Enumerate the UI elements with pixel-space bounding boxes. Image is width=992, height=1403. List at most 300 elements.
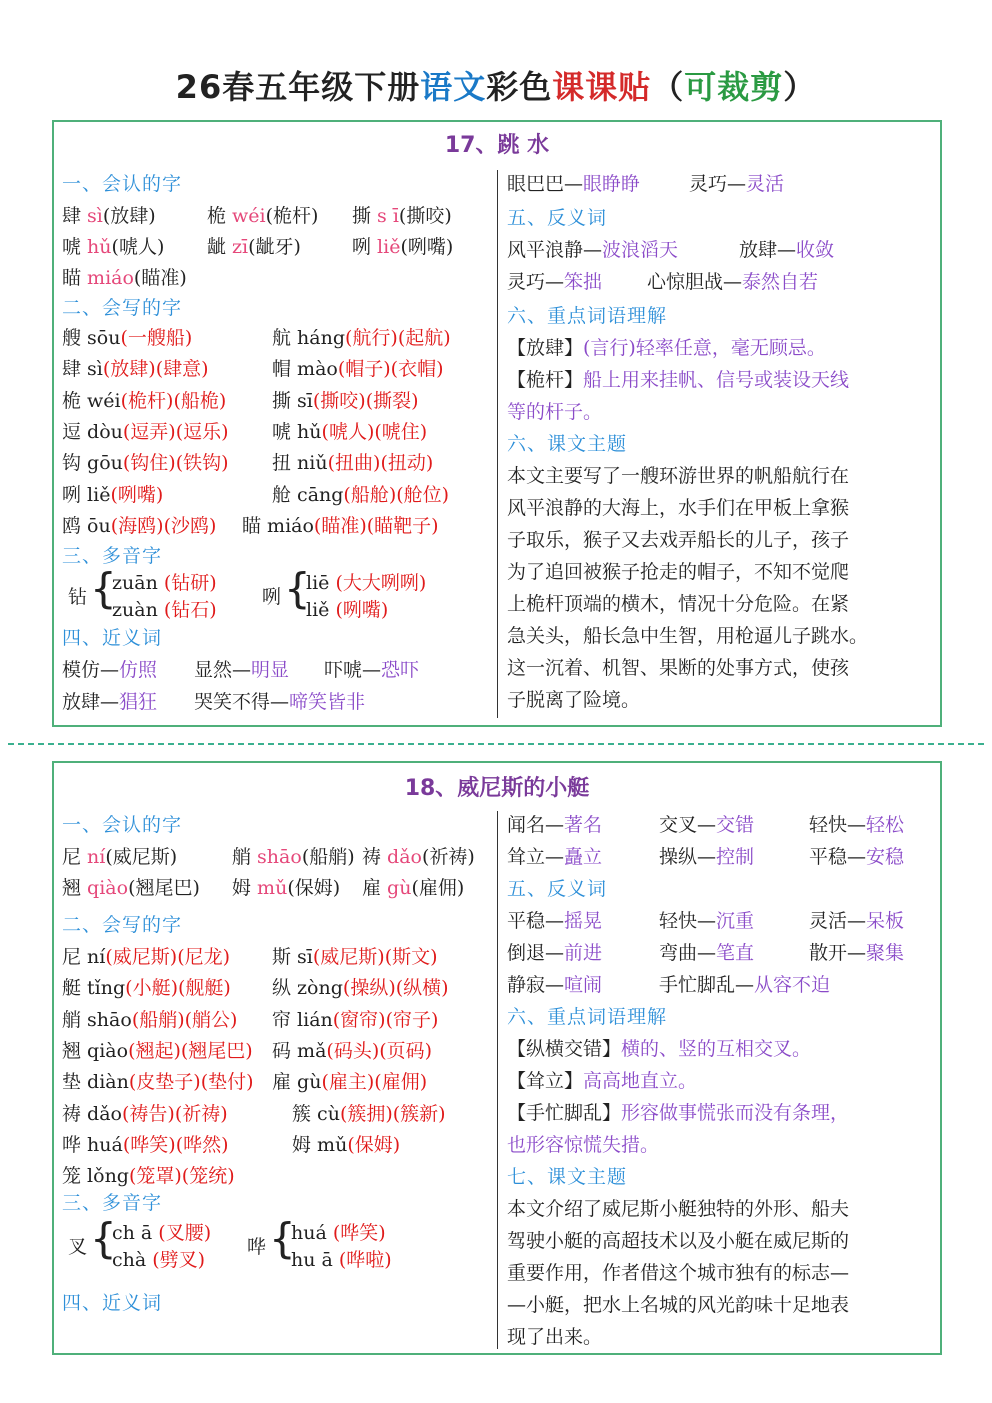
word: (瞄准): [313, 514, 367, 537]
antonym: 从容不迫: [754, 974, 831, 996]
word: (保姆): [347, 1133, 401, 1156]
word: 闻名—: [507, 814, 565, 836]
definition: 形容做事慌张而没有条理，: [621, 1102, 850, 1124]
theme-text: 现了出来。: [507, 1326, 603, 1348]
pinyin: liě: [306, 599, 336, 621]
pinyin: ch ā: [112, 1222, 159, 1244]
word: (簇新): [392, 1102, 446, 1125]
word: (哗笑): [122, 1133, 176, 1156]
column-divider: [497, 170, 498, 718]
pinyin: wéi: [232, 205, 266, 227]
word: 倒退—: [507, 942, 565, 964]
write-char: [62, 1100, 228, 1128]
antonym: 波浪滔天: [602, 239, 679, 261]
word: (斯文): [384, 946, 438, 968]
title-subject: 语文: [420, 68, 487, 106]
synonym-pair: [62, 688, 157, 716]
pinyin: gù: [297, 1071, 322, 1094]
char: 龇: [207, 236, 233, 258]
synonym: 轻松: [866, 814, 905, 836]
write-char: [62, 324, 192, 352]
synonym: 灵活: [746, 173, 785, 195]
word: (页码): [379, 1039, 433, 1062]
section-heading: 七、课文主题: [507, 1166, 628, 1188]
title-part: （: [651, 68, 685, 106]
recognize-char: [352, 202, 452, 230]
word: (翘起): [128, 1039, 181, 1062]
char: 桅: [207, 205, 233, 227]
char: 翘: [62, 1039, 88, 1062]
brace-icon: {: [284, 564, 311, 613]
char: 纵: [272, 977, 298, 1000]
word: (雇主): [321, 1071, 375, 1094]
antonym: 收敛: [796, 239, 835, 261]
word: (舰艇): [178, 977, 231, 1000]
word: (衣帽): [390, 358, 444, 381]
lesson-heading: 18、威尼斯的小艇: [404, 776, 590, 801]
char: 肆: [62, 358, 88, 381]
synonym: 著名: [564, 814, 603, 836]
char: 艘: [62, 327, 88, 349]
term-definition: [507, 1131, 659, 1159]
word: (舱位): [396, 483, 450, 506]
word: (艄公): [184, 1008, 238, 1031]
brace-icon: {: [90, 1214, 117, 1263]
synonym-pair: [507, 170, 640, 198]
word: 手忙脚乱—: [659, 974, 755, 996]
antonym: 笨拙: [564, 271, 603, 293]
pinyin: miáo: [267, 514, 314, 537]
write-char: [62, 355, 209, 383]
title-part: 26春五年级下册: [175, 68, 421, 106]
pinyin: huá: [87, 1133, 123, 1156]
word: 轻快—: [659, 910, 717, 932]
word: (哗笑): [332, 1222, 386, 1244]
char: 逗: [62, 420, 88, 443]
pinyin: ní: [87, 946, 106, 968]
title-type: 课课贴: [552, 68, 652, 106]
polyphone-reading: [291, 1246, 392, 1274]
theme-text: 子脱离了险境。: [507, 689, 641, 711]
char: 帘: [272, 1008, 298, 1031]
write-char: [272, 943, 438, 971]
example: (祈祷): [421, 846, 475, 868]
char: 哗: [62, 1133, 88, 1156]
pinyin: zòng: [297, 977, 343, 1000]
polyphone-char: 钻: [68, 586, 88, 608]
lesson-18-card: [52, 761, 942, 1355]
pinyin: sōu: [87, 327, 121, 349]
char: 翘: [62, 877, 88, 899]
lesson-17-card: [52, 120, 942, 727]
section-heading: 六、重点词语理解: [507, 305, 668, 327]
char: 码: [272, 1039, 298, 1062]
word: (笼罩): [128, 1165, 182, 1188]
definition: (言行)轻率任意，毫无顾忌。: [583, 337, 826, 359]
char: 咧: [62, 483, 88, 506]
pinyin: dǎo: [387, 846, 422, 868]
word: (沙鸥): [163, 514, 217, 537]
write-char: [292, 1131, 400, 1159]
pinyin: sì: [87, 205, 103, 227]
pinyin: háng: [297, 327, 346, 349]
char: 簇: [292, 1102, 318, 1125]
polyphone-reading: [112, 1219, 211, 1247]
example: (翘尾巴): [128, 877, 200, 899]
pinyin: sī: [297, 389, 313, 412]
title-note: 可裁剪: [684, 68, 784, 106]
pinyin: sī: [297, 946, 313, 968]
synonym: 仿照: [119, 659, 158, 681]
antonym: 聚集: [866, 942, 905, 964]
word: (威尼斯): [105, 946, 178, 968]
pinyin: lǒng: [87, 1165, 129, 1188]
word: (笼统): [181, 1165, 235, 1188]
word: (钻石): [163, 599, 217, 621]
recognize-char: [62, 233, 164, 261]
char: 咧: [352, 236, 378, 258]
theme-text: 这一沉着、机智、果断的处事方式，使孩: [507, 657, 850, 679]
brace-icon: {: [269, 1214, 296, 1263]
write-char: [272, 1006, 438, 1034]
word: 交叉—: [659, 814, 717, 836]
antonym-pair: [659, 907, 754, 935]
antonym: 前进: [564, 942, 603, 964]
antonym: 沉重: [716, 910, 755, 932]
column-divider: [497, 811, 498, 1349]
pinyin: shāo: [87, 1008, 132, 1031]
pinyin: gōu: [87, 452, 123, 475]
write-char: [272, 974, 449, 1002]
example: (瞄准): [133, 267, 187, 289]
word: (簇拥): [339, 1102, 393, 1125]
char: 雇: [362, 877, 388, 899]
page-title: [0, 62, 992, 108]
word: 平稳—: [809, 846, 867, 868]
char: 航: [272, 327, 298, 349]
char: 姆: [232, 877, 258, 899]
section-heading: 三、多音字: [62, 1192, 163, 1214]
write-char: [272, 355, 444, 383]
word: (大大咧咧): [335, 572, 427, 594]
recognize-char: [362, 843, 475, 871]
word: (逗弄): [122, 420, 176, 443]
char: 撕: [352, 205, 378, 227]
example: (咧嘴): [400, 236, 454, 258]
word: (船桅): [173, 389, 227, 412]
theme-text: 风平浪静的大海上，水手们在甲板上拿猴: [507, 497, 850, 519]
theme-text: 上桅杆顶端的横木，情况十分危险。在紧: [507, 593, 850, 615]
pinyin: s ī: [377, 205, 399, 227]
pinyin: hǔ: [87, 236, 112, 258]
pinyin: mǔ: [257, 877, 288, 899]
word: 弯曲—: [659, 942, 717, 964]
example: (唬人): [111, 236, 165, 258]
polyphone-reading: [306, 596, 388, 624]
write-char: [272, 324, 451, 352]
word: 灵活—: [809, 910, 867, 932]
word: 轻快—: [809, 814, 867, 836]
pinyin: cù: [317, 1102, 340, 1125]
word: (哗啦): [338, 1249, 392, 1271]
char: 垫: [62, 1071, 88, 1094]
write-char: [272, 1068, 427, 1096]
antonym-pair: [659, 971, 830, 999]
synonym: 矗立: [564, 846, 603, 868]
word: (叉腰): [158, 1222, 212, 1244]
word: (垫付): [200, 1071, 254, 1094]
word: 眼巴巴—: [507, 173, 584, 195]
word: (扭动): [380, 452, 434, 475]
char: 瞄: [62, 267, 88, 289]
recognize-char: [232, 874, 340, 902]
antonym-pair: [507, 236, 678, 264]
pinyin: wéi: [87, 389, 121, 412]
title-part: ）: [783, 68, 817, 106]
char: 肆: [62, 205, 88, 227]
polyphone-reading: [306, 569, 426, 597]
synonym-pair: [507, 811, 602, 839]
word: 操纵—: [659, 846, 717, 868]
write-char: [62, 1131, 229, 1159]
recognize-char: [207, 202, 318, 230]
char: 姆: [292, 1133, 318, 1156]
word: (咧嘴): [335, 599, 389, 621]
write-char: [62, 1037, 253, 1065]
word: 心惊胆战—: [647, 271, 743, 293]
write-char: [62, 974, 231, 1002]
write-char: [292, 1100, 446, 1128]
word: (皮垫子): [128, 1071, 201, 1094]
char: 钩: [62, 452, 88, 475]
pinyin: tǐng: [87, 977, 126, 1000]
word: (逗乐): [175, 420, 229, 443]
write-char: [62, 512, 216, 540]
word: (航行): [345, 327, 398, 349]
word: (祷告): [121, 1102, 175, 1125]
polyphone-reading: [112, 1246, 205, 1274]
word: (唬人): [321, 420, 375, 443]
word: (肆意): [155, 358, 209, 381]
antonym: 笔直: [716, 942, 755, 964]
example: (龇牙): [248, 236, 301, 258]
synonym-pair: [659, 811, 754, 839]
pinyin: liě: [87, 483, 111, 506]
pinyin: ōu: [87, 514, 111, 537]
title-part: 彩色: [486, 68, 553, 106]
antonym-pair: [809, 939, 904, 967]
synonym-pair: [809, 843, 904, 871]
pinyin: gù: [387, 877, 412, 899]
definition: 等的杆子。: [507, 401, 603, 423]
char: 扭: [272, 452, 298, 475]
word: (船舱): [343, 483, 397, 506]
section-heading: 二、会写的字: [62, 914, 183, 936]
word: 灵巧—: [689, 173, 747, 195]
pinyin: mǔ: [317, 1133, 348, 1156]
lesson-heading: 17、跳 水: [444, 133, 550, 158]
word: (威尼斯): [312, 946, 385, 968]
term-definition: [507, 398, 602, 426]
write-char: [272, 418, 427, 446]
pinyin: qiào: [87, 1039, 129, 1062]
char: 笼: [62, 1165, 88, 1188]
word: 风平浪静—: [507, 239, 603, 261]
section-heading: 五、反义词: [507, 878, 608, 900]
recognize-char: [362, 874, 464, 902]
char: 唬: [62, 236, 88, 258]
pinyin: liē: [306, 572, 336, 594]
pinyin: sì: [87, 358, 103, 381]
word: 放肆—: [62, 691, 120, 713]
recognize-char: [352, 233, 453, 261]
pinyin: zuàn: [112, 599, 164, 621]
term-definition: [507, 1099, 849, 1127]
synonym: 交错: [716, 814, 755, 836]
polyphone-reading: [112, 569, 217, 597]
word: (操纵): [342, 977, 396, 1000]
theme-text: 本文介绍了威尼斯小艇独特的外形、船夫: [507, 1198, 850, 1220]
antonym-pair: [739, 236, 834, 264]
synonym-pair: [659, 843, 754, 871]
theme-text: 本文主要写了一艘环游世界的帆船航行在: [507, 465, 850, 487]
char: 艄: [62, 1008, 88, 1031]
write-char: [62, 1068, 254, 1096]
theme-text: 子取乐，猴子又去戏弄船长的儿子，孩子: [507, 529, 850, 551]
theme-text: —小艇，把水上名城的风光韵味十足地表: [507, 1294, 850, 1316]
pinyin: cāng: [297, 483, 344, 506]
word: 灵巧—: [507, 271, 565, 293]
write-char: [62, 387, 226, 415]
term: 【耸立】: [507, 1070, 584, 1092]
antonym-pair: [507, 971, 602, 999]
synonym: 控制: [716, 846, 755, 868]
theme-text: 急关头，船长急中生智，用枪逼儿子跳水。: [507, 625, 869, 647]
word: 放肆—: [739, 239, 797, 261]
antonym: 摇晃: [564, 910, 603, 932]
word: 模仿—: [62, 659, 120, 681]
term: 【放肆】: [507, 337, 584, 359]
char: 祷: [62, 1102, 88, 1125]
word: (瞄靶子): [366, 514, 439, 537]
pinyin: dòu: [87, 420, 123, 443]
char: 雇: [272, 1071, 298, 1094]
word: (唬住): [374, 420, 428, 443]
word: (尼龙): [177, 946, 231, 968]
recognize-char: [207, 233, 301, 261]
word: (钩住): [122, 452, 176, 475]
word: 平稳—: [507, 910, 565, 932]
recognize-char: [62, 264, 187, 292]
definition: 横的、竖的互相交叉。: [621, 1038, 812, 1060]
word: (钻研): [163, 572, 217, 594]
antonym-pair: [507, 939, 602, 967]
word: (撕裂): [365, 389, 419, 412]
pinyin: dǎo: [87, 1102, 122, 1125]
section-heading: 三、多音字: [62, 545, 163, 567]
antonym-pair: [507, 907, 602, 935]
example: (威尼斯): [105, 846, 178, 868]
example: (桅杆): [265, 205, 319, 227]
char: 帽: [272, 358, 298, 381]
synonym: 眼睁睁: [583, 173, 641, 195]
word: (小艇): [125, 977, 178, 1000]
char: 撕: [272, 389, 298, 412]
pinyin: niǔ: [297, 452, 328, 475]
pinyin: liě: [377, 236, 401, 258]
write-char: [272, 387, 419, 415]
antonym: 泰然自若: [742, 271, 819, 293]
char: 桅: [62, 389, 88, 412]
section-heading: 五、反义词: [507, 207, 608, 229]
word: (船艄): [131, 1008, 185, 1031]
write-char: [62, 449, 229, 477]
pinyin: diàn: [87, 1071, 129, 1094]
word: 静寂—: [507, 974, 565, 996]
word: (一艘船): [120, 327, 193, 349]
example: (放肆): [102, 205, 156, 227]
synonym: 恐吓: [381, 659, 420, 681]
section-heading: 一、会认的字: [62, 814, 183, 836]
section-heading: 二、会写的字: [62, 297, 183, 319]
char: 鸥: [62, 514, 88, 537]
word: (码头): [326, 1039, 380, 1062]
pinyin: mào: [297, 358, 338, 381]
word: (桅杆): [120, 389, 174, 412]
char: 艄: [232, 846, 258, 868]
pinyin: zī: [232, 236, 249, 258]
example: (撕咬): [398, 205, 452, 227]
char: 艇: [62, 977, 88, 1000]
char: 斯: [272, 946, 298, 968]
antonym: 呆板: [866, 910, 905, 932]
word: 哭笑不得—: [194, 691, 290, 713]
definition: 也形容惊慌失措。: [507, 1134, 660, 1156]
synonym-pair: [809, 811, 904, 839]
antonym-pair: [507, 268, 602, 296]
term-definition: [507, 1067, 697, 1095]
polyphone-char: 哗: [247, 1236, 267, 1258]
pinyin: lián: [297, 1008, 333, 1031]
synonym-pair: [62, 656, 157, 684]
term-definition: [507, 1035, 811, 1063]
synonym-pair: [194, 688, 365, 716]
word: (咧嘴): [110, 483, 164, 506]
definition: 船上用来挂帆、信号或装设天线: [583, 369, 850, 391]
synonym: 安稳: [866, 846, 905, 868]
char: 尼: [62, 946, 88, 968]
pinyin: miáo: [87, 267, 134, 289]
antonym-pair: [809, 907, 904, 935]
pinyin: huá: [291, 1222, 333, 1244]
pinyin: qiào: [87, 877, 129, 899]
word: (雇佣): [374, 1071, 428, 1094]
write-char: [62, 418, 229, 446]
synonym-pair: [194, 656, 289, 684]
term-definition: [507, 366, 849, 394]
cut-line: [8, 743, 984, 745]
word: (翘尾巴): [180, 1039, 253, 1062]
antonym-pair: [659, 939, 754, 967]
polyphone-reading: [291, 1219, 386, 1247]
synonym-pair: [324, 656, 419, 684]
term: 【桅杆】: [507, 369, 584, 391]
recognize-char: [62, 202, 156, 230]
char: 尼: [62, 846, 88, 868]
synonym-pair: [507, 843, 602, 871]
char: 舱: [272, 483, 298, 506]
section-heading: 四、近义词: [62, 1292, 163, 1314]
